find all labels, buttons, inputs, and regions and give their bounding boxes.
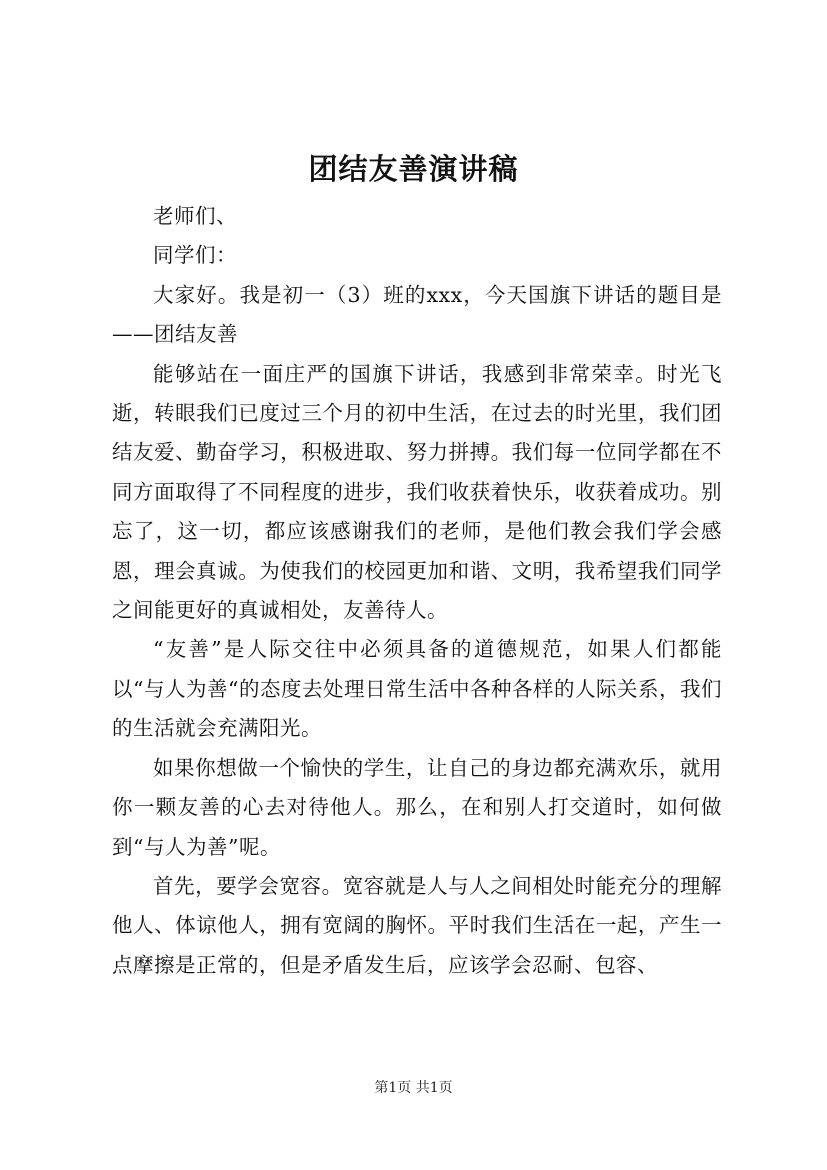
paragraph-friendliness: “友善”是人际交往中必须具备的道德规范，如果人们都能以“与人为善“的态度去处理日常生活中各种各样的人际关系，我们的生活就会充满阳光。 <box>112 637 722 741</box>
paragraph-tolerance: 首先，要学会宽容。宽容就是人与人之间相处时能充分的理解他人、体谅他人，拥有宽阔的胸怀。平时我们生活在一起，产生一点摩擦是正常的，但是矛盾发生后，应该学会忍耐、包容、 <box>112 873 722 977</box>
salutation-teachers: 老师们、 <box>153 204 237 228</box>
page-footer: 第1页 共1页 <box>374 1080 453 1096</box>
paragraph-intro: 能够站在一面庄严的国旗下讲话，我感到非常荣幸。时光飞逝，转眼我们已度过三个月的初中生活，在过去的时光里，我们团结友爱、勤奋学习，积极进取、努力拼搏。我们每一位同学都在不同方面取得了不同程度的进步，我们收获着快乐，收获着成功。别忘了，这一切，都应该感谢我们的老师，是他们教会我们学会感恩，理会真诚。为使我们的校园更加和谐、文明，我希望我们同学之间能更好的真诚相处，友善待人。 <box>112 361 722 623</box>
document-body <box>112 197 722 985</box>
paragraph-happy-student: 如果你想做一个愉快的学生，让自己的身边都充满欢乐，就用你一颗友善的心去对待他人。那么，在和别人打交道时，如何做到“与人为善”呢。 <box>112 755 722 859</box>
salutation-students: 同学们： <box>153 243 237 268</box>
document-title: 团结友善演讲稿 <box>308 152 519 186</box>
paragraph-greeting: 大家好。我是初一（3）班的xxx，今天国旗下讲话的题目是——团结友善 <box>112 282 722 347</box>
